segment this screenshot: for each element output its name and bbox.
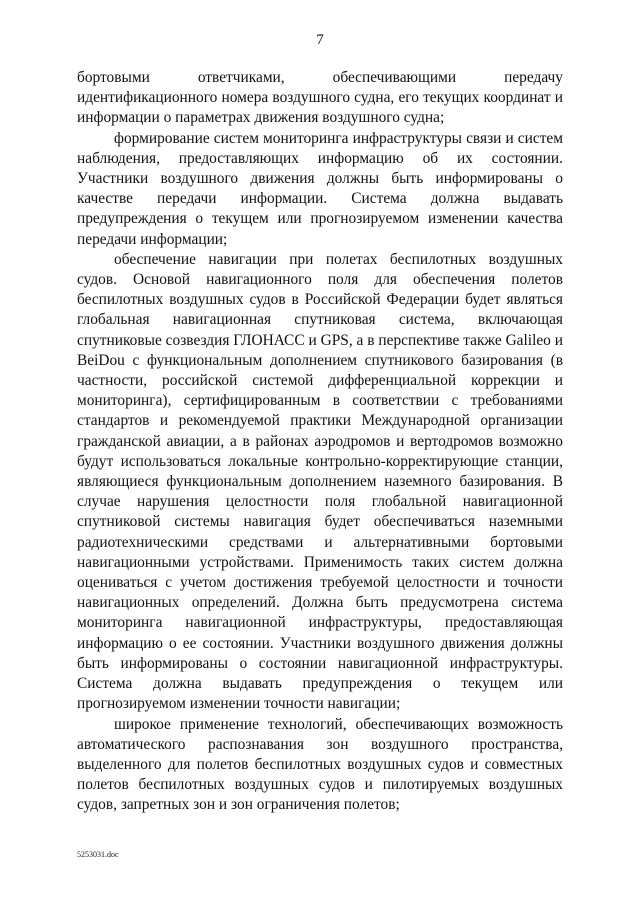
paragraph-airspace-recognition: широкое применение технологий, обеспечивающих возможность автоматического распознавания зон воздушного пространства, выделенного для полетов беспилотных воздушных судов и совместных полетов беспилотных воздушных судов и пилотируемых воздушных судов, запретных зон и зон ограничения полетов; — [77, 715, 563, 814]
paragraph-monitoring-systems: формирование систем мониторинга инфраструктуры связи и систем наблюдения, предоставляющих информацию об их состоянии. Участники воздушного движения должны быть информированы о качестве передачи информации. Система должна выдавать предупреждения о текущем или прогнозируемом изменении качества передачи информации; — [77, 129, 563, 248]
paragraph-continuation: бортовыми ответчиками, обеспечивающими передачу идентификационного номера воздушного судна, его текущих координат и информации о параметрах движения воздушного судна; — [77, 69, 563, 127]
document-body — [77, 68, 563, 816]
document-file-code: 5253031.doc — [77, 850, 119, 859]
page-number: 7 — [316, 32, 324, 48]
paragraph-navigation: обеспечение навигации при полетах беспилотных воздушных судов. Основой навигационного поля для обеспечения полетов беспилотных воздушных судов в Российской Федерации будет являться глобальная навигационная спутниковая система, включающая спутниковые созвездия ГЛОНАСС и GPS, а в перспективе также Galileo и BeiDou с функциональным дополнением спутникового базирования (в частности, российской системой дифференциальной коррекции и мониторинга), сертифицированным в соответствии с требованиями стандартов и рекомендуемой практики Международной организации гражданской авиации, а в районах аэродромов и вертодромов возможно будут использоваться локальные контрольно-корректирующие станции, являющиеся функциональным дополнением наземного базирования. В случае нарушения целостности поля глобальной навигационной спутниковой системы навигация будет обеспечиваться наземными радиотехническими средствами и альтернативными бортовыми навигационными устройствами. Применимость таких систем должна оцениваться с учетом достижения требуемой целостности и точности навигационных определений. Должна быть предусмотрена система мониторинга навигационной инфраструктуры, предоставляющая информацию о ее состоянии. Участники воздушного движения должны быть информированы о состоянии навигационной инфраструктуры. Система должна выдавать предупреждения о текущем или прогнозируемом изменении точности навигации; — [77, 250, 563, 713]
